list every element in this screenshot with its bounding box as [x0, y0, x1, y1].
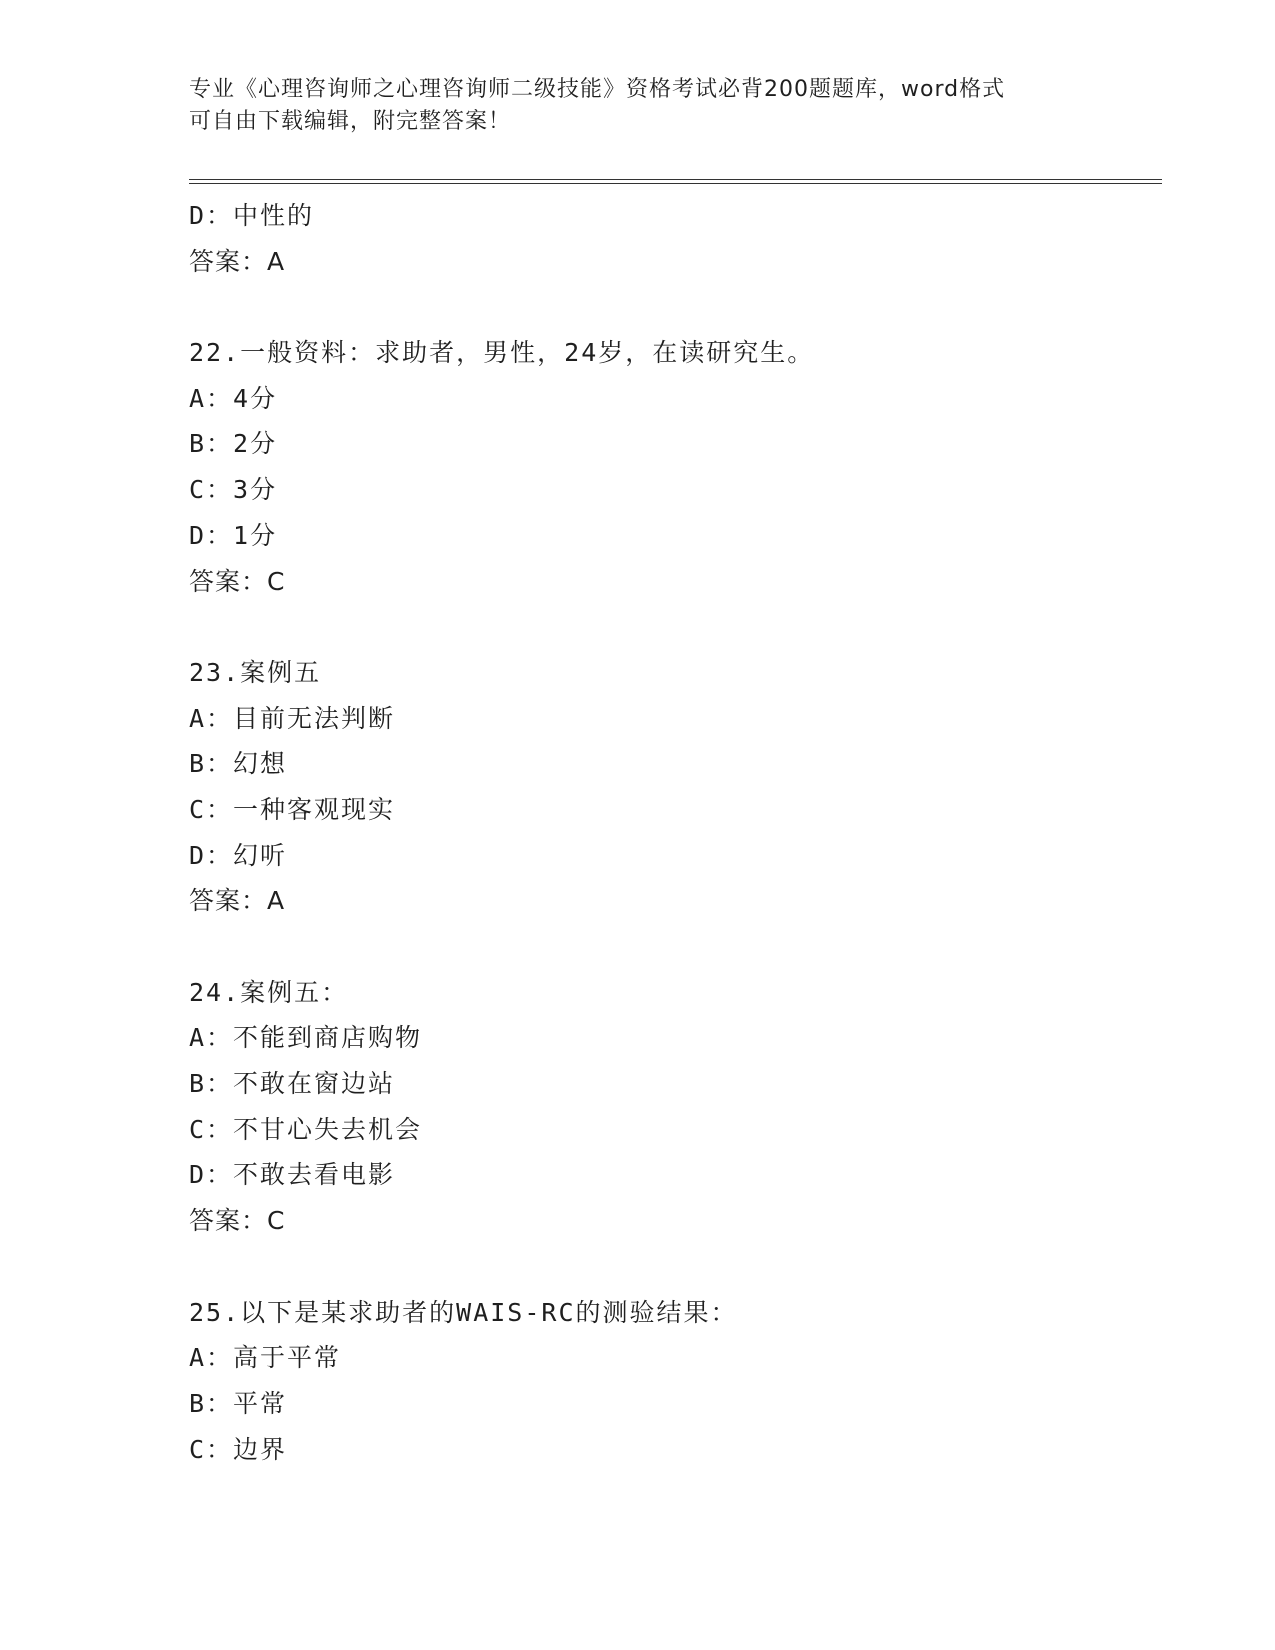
option-d: D：中性的 — [189, 201, 315, 230]
question-24-title: 24.案例五： — [189, 977, 349, 1007]
header-divider-bottom — [189, 183, 1162, 184]
question-24-option-d: D：不敢去看电影 — [189, 1160, 396, 1190]
header-divider-top — [189, 179, 1162, 180]
question-22-title: 22.一般资料：求助者，男性，24岁，在读研究生。 — [189, 338, 815, 368]
answer-line: 答案：A — [189, 246, 286, 276]
question-24-answer: 答案：C — [189, 1206, 286, 1236]
header-line-1: 专业《心理咨询师之心理咨询师二级技能》资格考试必背200题题库，word格式 — [189, 77, 1006, 102]
header-line-2: 可自由下载编辑，附完整答案！ — [189, 109, 512, 134]
question-23-title: 23.案例五 — [189, 657, 322, 687]
spacer — [189, 924, 1149, 970]
question-25-option-c: C：边界 — [189, 1434, 288, 1464]
question-23-option-c: C：一种客观现实 — [189, 794, 396, 824]
question-list — [189, 193, 1149, 1472]
question-25-title: 25.以下是某求助者的WAIS-RC的测验结果： — [189, 1297, 738, 1327]
spacer — [189, 284, 1149, 330]
question-24-option-a: A：不能到商店购物 — [189, 1023, 423, 1053]
question-23-option-d: D：幻听 — [189, 840, 288, 870]
spacer — [189, 604, 1149, 650]
question-22-option-a: A：4分 — [189, 383, 278, 413]
question-25-option-b: B：平常 — [189, 1388, 288, 1418]
question-25-option-a: A：高于平常 — [189, 1343, 342, 1373]
question-22-option-c: C：3分 — [189, 475, 278, 505]
question-22-option-b: B：2分 — [189, 429, 278, 459]
question-23-option-b: B：幻想 — [189, 749, 288, 779]
question-22-option-d: D：1分 — [189, 520, 278, 550]
document-header — [189, 74, 1089, 138]
question-22-answer: 答案：C — [189, 566, 286, 596]
spacer — [189, 1244, 1149, 1290]
question-24-option-c: C：不甘心失去机会 — [189, 1114, 423, 1144]
question-23-answer: 答案：A — [189, 886, 286, 916]
question-23-option-a: A：目前无法判断 — [189, 703, 396, 733]
question-24-option-b: B：不敢在窗边站 — [189, 1069, 396, 1099]
